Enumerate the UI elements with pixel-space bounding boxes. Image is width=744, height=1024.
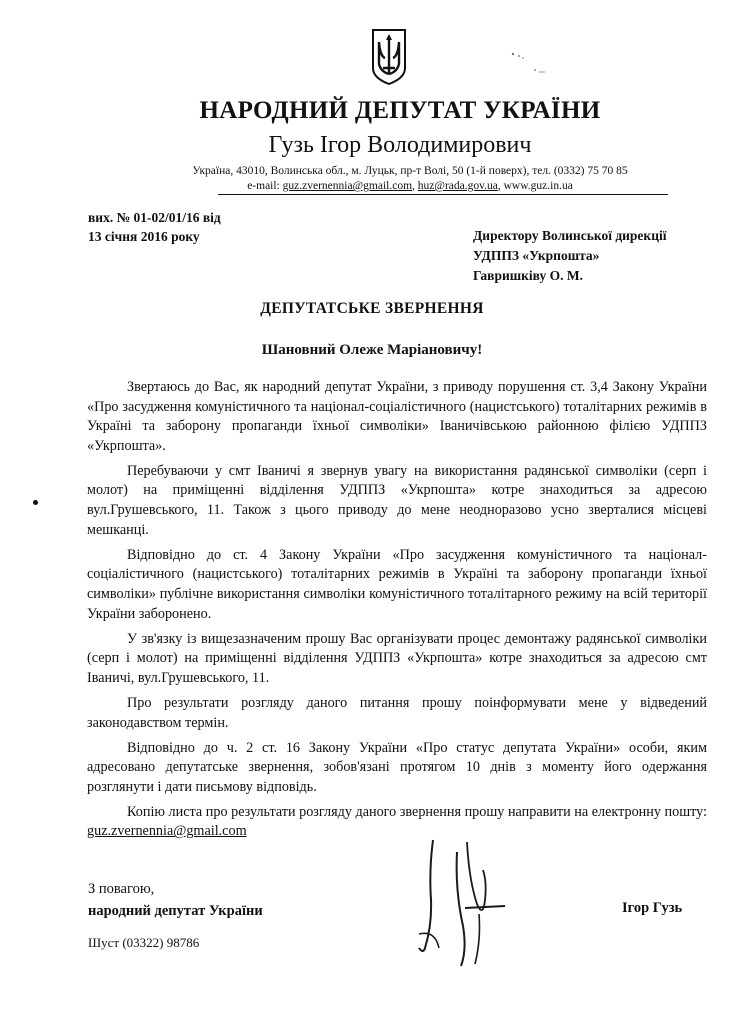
closing-title: народний депутат України bbox=[88, 903, 263, 919]
salutation: Шановний Олеже Маріановичу! bbox=[261, 342, 483, 358]
email-label: e-mail: bbox=[247, 180, 283, 192]
paragraph: У зв'язку із вищезазначеним прошу Вас організувати процес демонтажу радянської символіки (серп і молот) на приміщенні відділення УДППЗ «Укрпошта» котре знаходиться за адресою смт Іваничі, вул.Грушевського, 11. bbox=[87, 630, 707, 686]
reply-email-link[interactable]: guz.zvernennia@gmail.com bbox=[87, 823, 247, 840]
addressee-organization: УДППЗ «Укрпошта» bbox=[473, 248, 600, 263]
paragraph: Перебуваючи у смт Іваничі я звернув увагу на використання радянської символіки (серп і молот) на приміщенні відділення УДППЗ «Укрпошта» котре знаходиться за адресою вул.Грушевського, 11. Також з цього приводу до мене неодноразово усно зверталися місцеві мешканці. bbox=[87, 462, 707, 538]
paragraph: Відповідно до ст. 4 Закону України «Про засудження комуністичного та націонал-соціалістичного (нацистського) тоталітарних режимів в Україні та заборону пропаганди їхньої символіки» публічне використання символіки комуністичного тоталітарного режиму на всій території України заборонено. bbox=[87, 546, 707, 622]
letter-body bbox=[87, 378, 707, 848]
document-title: ДЕПУТАТСЬКЕ ЗВЕРНЕННЯ bbox=[260, 300, 484, 317]
addressee-name: Гавришківу О. М. bbox=[473, 268, 583, 283]
paragraph: Звертаюсь до Вас, як народний депутат України, з приводу порушення ст. 3,4 Закону України «Про засудження комуністичного та націонал-соціалістичного (нацистського) тоталітарних режимів в Україні та заборону пропаганди їхньої символіки» Іваничівською районною філією УДППЗ «Укрпошта». bbox=[87, 379, 707, 454]
paragraph: Про результати розгляду даного питання прошу поінформувати мене у відведений законодавством термін. bbox=[87, 694, 707, 731]
deputy-name: Гузь Ігор Володимирович bbox=[268, 132, 532, 158]
email-link-primary[interactable]: guz.zvernennia@gmail.com bbox=[282, 180, 413, 192]
separator: , bbox=[412, 180, 418, 192]
paragraph-text: Копію листа про результати розгляду даного звернення прошу направити на електронну пошту: bbox=[127, 803, 707, 820]
org-title: НАРОДНИЙ ДЕПУТАТ УКРАЇНИ bbox=[199, 97, 601, 124]
paragraph-last bbox=[87, 803, 707, 842]
closing-regards: З повагою, bbox=[88, 881, 155, 897]
addressee-position: Директору Волинської дирекції bbox=[473, 228, 667, 243]
outgoing-reference bbox=[88, 208, 221, 246]
website-link[interactable]: www.guz.in.ua bbox=[503, 180, 573, 192]
closing-block bbox=[88, 878, 263, 922]
address-line: Україна, 43010, Волинська обл., м. Луцьк, пр-т Волі, 50 (1-й поверх), тел. (0332) 75 70 85 bbox=[192, 165, 628, 177]
executor-contact: Шуст (03322) 98786 bbox=[88, 935, 200, 950]
paragraph: Відповідно до ч. 2 ст. 16 Закону України «Про статус депутата України» особи, яким адресовано депутатське звернення, зобов'язані протягом 10 днів з моменту його одержання розглянути і дати письмову відповідь. bbox=[87, 739, 707, 795]
outgoing-number: вих. № 01-02/01/16 від bbox=[88, 210, 221, 225]
signer-name: Ігор Гузь bbox=[622, 900, 683, 916]
separator: , bbox=[497, 180, 504, 192]
scan-mark bbox=[33, 500, 38, 505]
trident-emblem-icon bbox=[371, 28, 407, 86]
header-divider bbox=[218, 194, 668, 195]
scan-specks-icon bbox=[505, 48, 555, 78]
contacts-line bbox=[140, 180, 680, 192]
email-link-rada[interactable]: huz@rada.gov.ua bbox=[417, 180, 498, 192]
outgoing-date: 13 січня 2016 року bbox=[88, 229, 200, 244]
handwritten-signature-icon bbox=[405, 830, 515, 970]
addressee-block bbox=[473, 226, 666, 286]
